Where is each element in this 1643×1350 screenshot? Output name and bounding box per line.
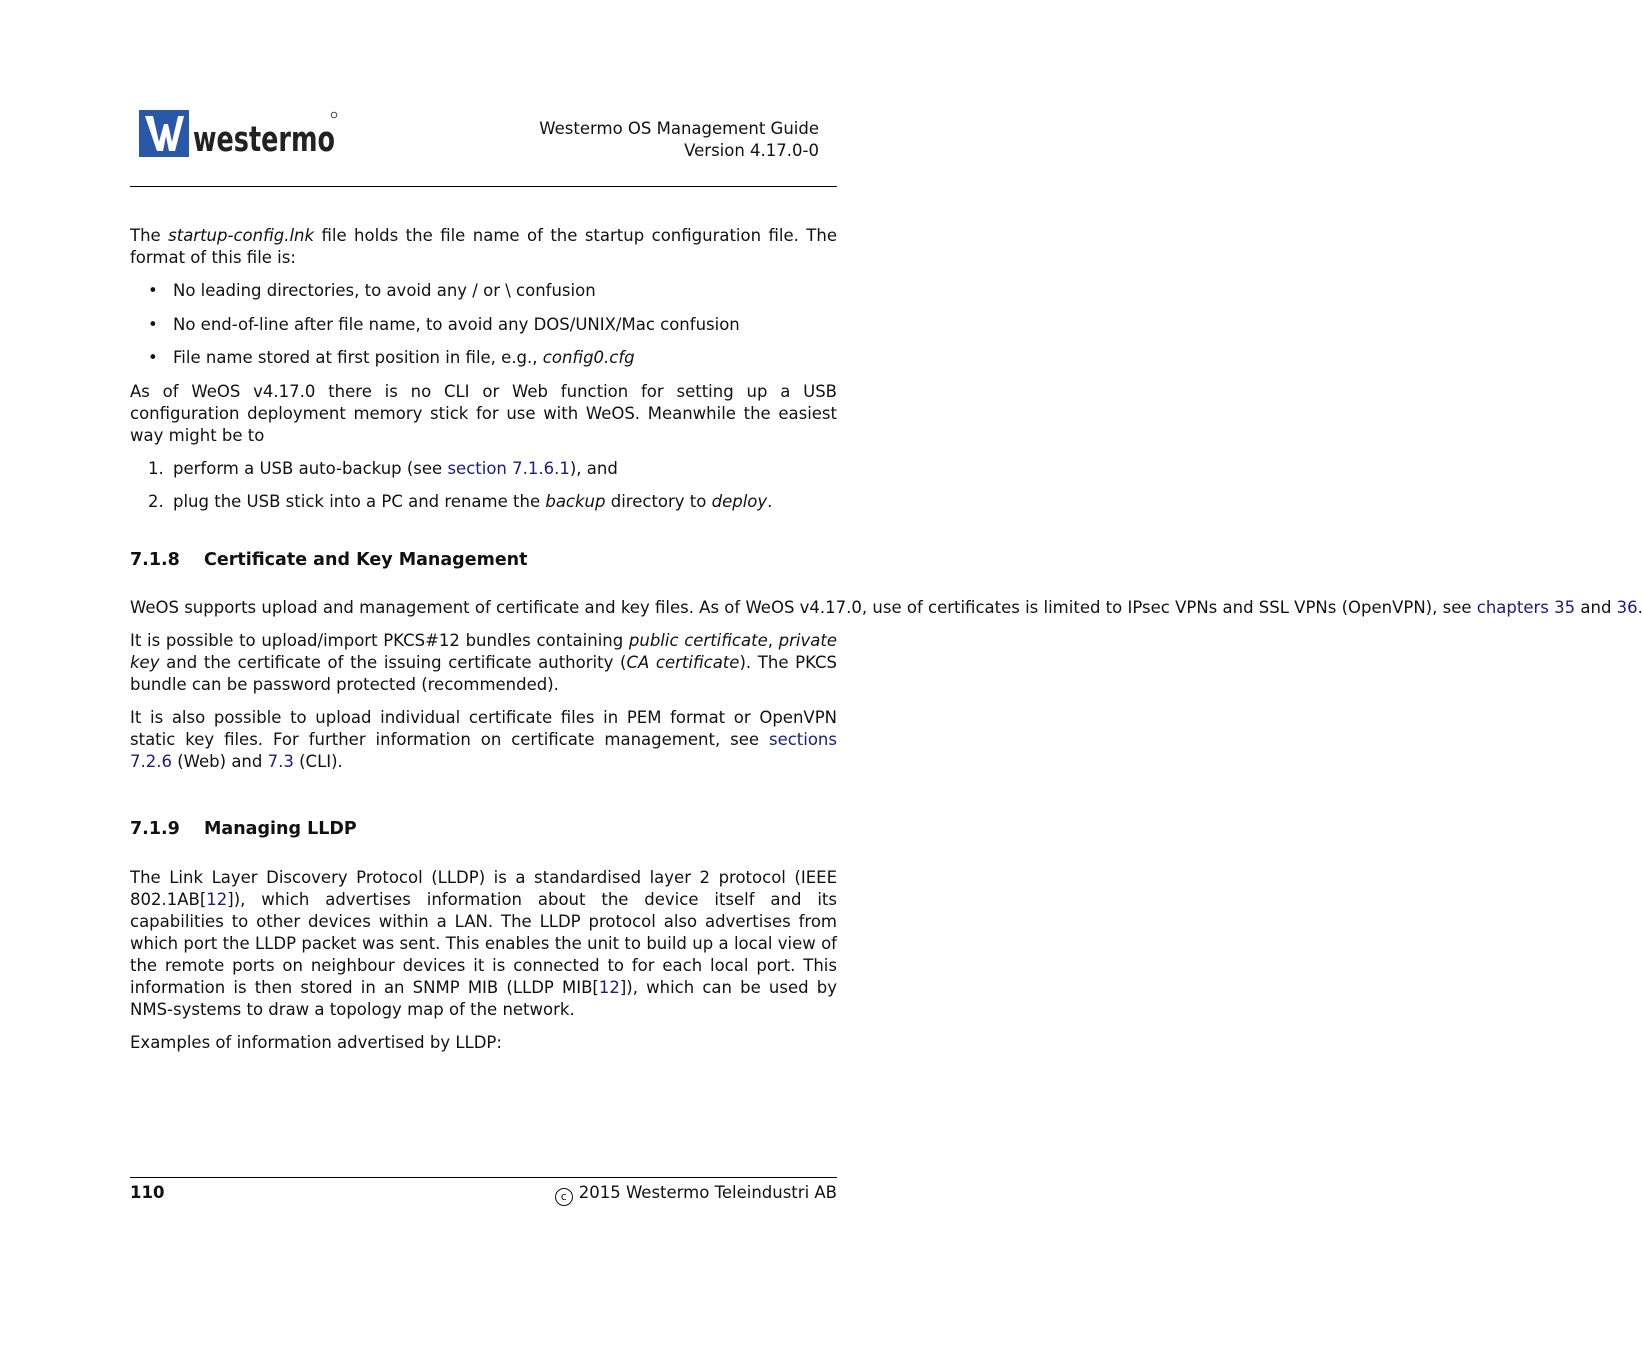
- section-heading-certificates: 7.1.8 Certificate and Key Management: [130, 550, 528, 570]
- list-item: • File name stored at first position in file, e.g., config0.cfg: [148, 348, 635, 367]
- section-link[interactable]: sections 7.2.6: [130, 730, 837, 771]
- section-link[interactable]: section 7.1.6.1: [447, 458, 570, 478]
- westermo-logo: [139, 110, 339, 160]
- lldp-paragraph-1: The Link Layer Discovery Protocol (LLDP) is a standardised layer 2 protocol (IEEE 802.1AB[12]), which advertises information about the device itself and its capabilities to other devices within a LAN. The LLDP protocol also advertises from which port the LLDP packet was sent. This enables the unit to build up a local view of the remote ports on neighbour devices it is connected to for each local port. This information is then stored in an SNMP MIB (LLDP MIB[12]), which can be used by NMS-systems to draw a topology map of the network.: [130, 868, 837, 1019]
- cert-paragraph-1: WeOS supports upload and management of certificate and key files. As of WeOS v4.17.0, use of certificates is limited to IPsec VPNs and SSL VPNs (OpenVPN), see chapters 35 and 36.: [130, 598, 1643, 617]
- chapter-link[interactable]: chapters 35: [1476, 598, 1576, 617]
- startup-config-paragraph: The startup-config.lnk file holds the file name of the startup configuration file. The format of this file is:: [130, 226, 837, 267]
- logo-wordmark: westermo: [193, 120, 335, 160]
- list-item: • No leading directories, to avoid any / or \ confusion: [148, 281, 596, 300]
- copyright: c 2015 Westermo Teleindustri AB: [555, 1182, 837, 1206]
- format-rules-list: [130, 280, 837, 369]
- section-link[interactable]: 7.3: [267, 752, 294, 771]
- reference-link[interactable]: 12: [598, 978, 620, 997]
- bullet-icon: •: [148, 281, 158, 300]
- list-item: • No end-of-line after file name, to avoid any DOS/UNIX/Mac confusion: [148, 314, 740, 334]
- guide-version: Version 4.17.0-0: [684, 141, 819, 160]
- cert-paragraph-3: It is also possible to upload individual certificate files in PEM format or OpenVPN static key files. For further information on certificate management, see sections 7.2.6 (Web) and 7.3 (CLI).: [130, 708, 837, 771]
- header-divider: [130, 186, 837, 187]
- guide-title: Westermo OS Management Guide: [539, 119, 819, 138]
- reference-link[interactable]: 12: [206, 890, 228, 909]
- list-item: 1. perform a USB auto-backup (see section 7.1.6.1), and: [148, 458, 618, 478]
- page-content: [130, 225, 1643, 1054]
- page-number: 110: [130, 1183, 165, 1202]
- bullet-icon: •: [148, 314, 158, 334]
- section-heading-lldp: 7.1.9 Managing LLDP: [130, 819, 357, 839]
- chapter-link[interactable]: 36: [1616, 598, 1638, 617]
- lldp-paragraph-2: Examples of information advertised by LLDP:: [130, 1033, 502, 1052]
- usb-steps-list: [130, 458, 837, 514]
- bullet-icon: •: [148, 348, 158, 367]
- copyright-icon: c: [555, 1188, 573, 1206]
- usb-deployment-paragraph: As of WeOS v4.17.0 there is no CLI or Web function for setting up a USB configuration deployment memory stick for use with WeOS. Meanwhile the easiest way might be to: [130, 381, 837, 445]
- footer-divider: [130, 1177, 837, 1178]
- document-header: [539, 118, 819, 162]
- cert-paragraph-2: It is possible to upload/import PKCS#12 bundles containing public certificate, private key and the certificate of the issuing certificate authority (CA certificate). The PKCS bundle can be password protected (recommended).: [130, 631, 837, 694]
- list-item: 2. plug the USB stick into a PC and rename the backup directory to deploy.: [148, 492, 773, 511]
